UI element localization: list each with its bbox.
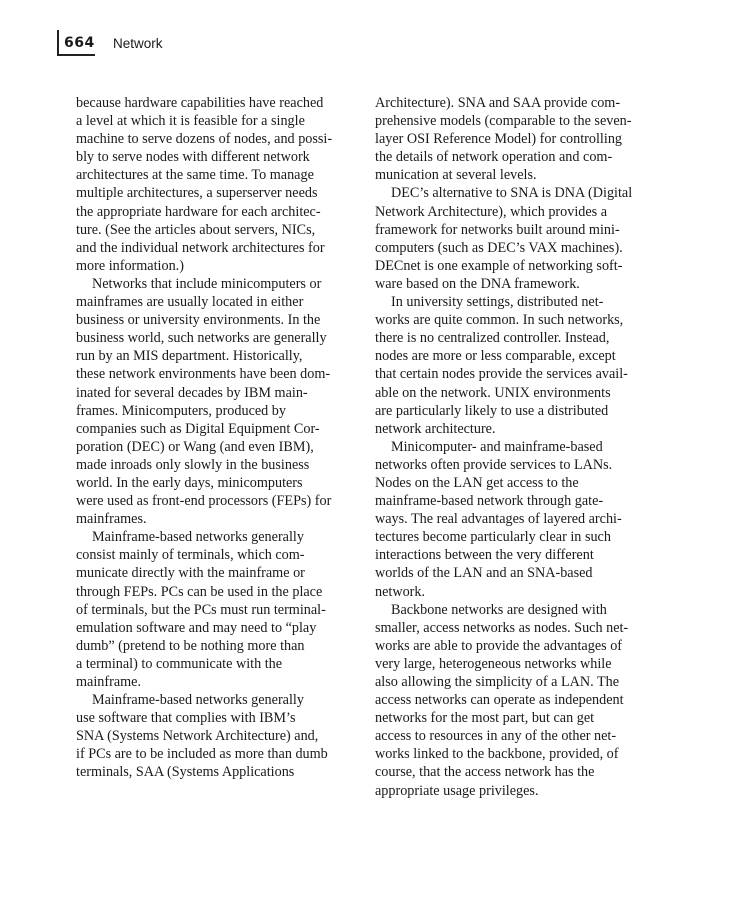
text-line: poration (DEC) or Wang (and even IBM), (76, 438, 314, 455)
text-line: mainframe-based network through gate- (375, 493, 604, 510)
text-line: ture. (See the articles about servers, NICs, (76, 221, 316, 238)
text-line: Architecture). SNA and SAA provide com- (375, 95, 621, 111)
text-line: munication at several levels. (375, 167, 537, 184)
text-line: the details of network operation and com- (375, 149, 613, 166)
text-line: mainframes. (76, 511, 147, 528)
text-line: also allowing the simplicity of a LAN. The (375, 674, 620, 690)
text-line: works are quite common. In such networks, (375, 312, 624, 329)
text-line: of terminals, but the PCs must run terminal- (76, 601, 326, 618)
text-line: mainframes are usually located in either (76, 294, 304, 311)
text-line: very large, heterogeneous networks while (375, 655, 612, 672)
text-line: DECnet is one example of networking soft- (375, 257, 623, 274)
header-rule-horizontal (57, 54, 95, 56)
text-line: computers (such as DEC’s VAX machines). (375, 239, 623, 256)
text-line: through FEPs. PCs can be used in the place (76, 583, 323, 600)
text-line: Networks that include minicomputers or (92, 275, 322, 292)
text-line: access to resources in any of the other net- (375, 728, 617, 745)
text-line: bly to serve nodes with different network (76, 149, 310, 166)
text-line: tectures become particularly clear in such (375, 529, 611, 546)
text-line: able on the network. UNIX environments (375, 384, 611, 401)
text-line: terminals, SAA (Systems Applications (76, 764, 295, 781)
text-line: network architecture. (375, 420, 496, 437)
text-line: emulation software and may need to “play (76, 619, 317, 636)
text-line: municate directly with the mainframe or (76, 565, 305, 582)
text-line: networks often provide services to LANs. (375, 456, 613, 473)
text-line: frames. Minicomputers, produced by (76, 402, 286, 419)
text-line: if PCs are to be included as more than dumb (76, 746, 328, 763)
text-line: these network environments have been dom- (76, 366, 331, 383)
text-line: framework for networks built around mini- (375, 221, 620, 238)
text-line: Network Architecture), which provides a (375, 203, 608, 220)
text-line: SNA (Systems Network Architecture) and, (76, 728, 319, 745)
text-line: appropriate usage privileges. (375, 782, 539, 799)
text-line: networks for the most part, but can get (375, 710, 595, 727)
text-line: layer OSI Reference Model) for controlling (375, 131, 623, 148)
text-column-left (76, 94, 352, 782)
text-line: worlds of the LAN and an SNA-based (375, 565, 593, 582)
text-line: were used as front-end processors (FEPs) for (76, 493, 332, 510)
text-line: machine to serve dozens of nodes, and possi- (76, 131, 333, 148)
text-line: there is no centralized controller. Instead, (375, 330, 610, 347)
text-line: works linked to the backbone, provided, of (375, 746, 619, 763)
text-line: because hardware capabilities have reached (76, 95, 324, 111)
text-line: multiple architectures, a superserver needs (76, 185, 318, 202)
text-line: and the individual network architectures for (76, 239, 325, 256)
text-line: network. (375, 583, 426, 600)
text-line: interactions between the very different (375, 547, 594, 564)
page-number: 664 (64, 35, 95, 51)
text-line: mainframe. (76, 674, 141, 690)
header-rule-vertical (57, 30, 59, 56)
text-line: Backbone networks are designed with (391, 601, 607, 618)
text-line: world. In the early days, minicomputers (76, 474, 303, 491)
text-line: Mainframe-based networks generally (92, 529, 304, 546)
text-line: smaller, access networks as nodes. Such net- (375, 619, 629, 636)
text-column-right (375, 94, 653, 800)
section-title: Network (113, 36, 163, 51)
text-line: prehensive models (comparable to the seven- (375, 113, 632, 130)
text-line: the appropriate hardware for each architec- (76, 203, 321, 220)
text-line: companies such as Digital Equipment Cor- (76, 420, 320, 437)
text-line: architectures at the same time. To manage (76, 167, 314, 184)
text-line: access networks can operate as independent (375, 692, 624, 709)
text-line: nodes are more or less comparable, except (375, 348, 616, 365)
text-line: business or university environments. In the (76, 312, 321, 329)
text-line: consist mainly of terminals, which com- (76, 547, 305, 564)
text-line: DEC’s alternative to SNA is DNA (Digital (391, 185, 633, 202)
text-line: a terminal) to communicate with the (76, 655, 283, 672)
text-line: run by an MIS department. Historically, (76, 348, 303, 365)
text-line: more information.) (76, 257, 184, 274)
text-line: dumb” (pretend to be nothing more than (76, 637, 305, 654)
text-line: course, that the access network has the (375, 764, 595, 781)
text-line: business world, such networks are generally (76, 330, 327, 347)
text-line: that certain nodes provide the services avail- (375, 366, 628, 383)
text-line: Minicomputer- and mainframe-based (391, 438, 603, 455)
text-line: use software that complies with IBM’s (76, 710, 296, 727)
text-line: a level at which it is feasible for a single (76, 113, 305, 130)
text-line: inated for several decades by IBM main- (76, 384, 308, 401)
text-line: ways. The real advantages of layered archi- (375, 511, 622, 528)
text-line: Nodes on the LAN get access to the (375, 474, 579, 491)
text-line: Mainframe-based networks generally (92, 692, 304, 709)
text-line: works are able to provide the advantages of (375, 637, 623, 654)
text-line: In university settings, distributed net- (391, 294, 604, 311)
text-line: are particularly likely to use a distributed (375, 402, 609, 419)
text-line: ware based on the DNA framework. (375, 275, 580, 292)
text-line: made inroads only slowly in the business (76, 456, 310, 473)
